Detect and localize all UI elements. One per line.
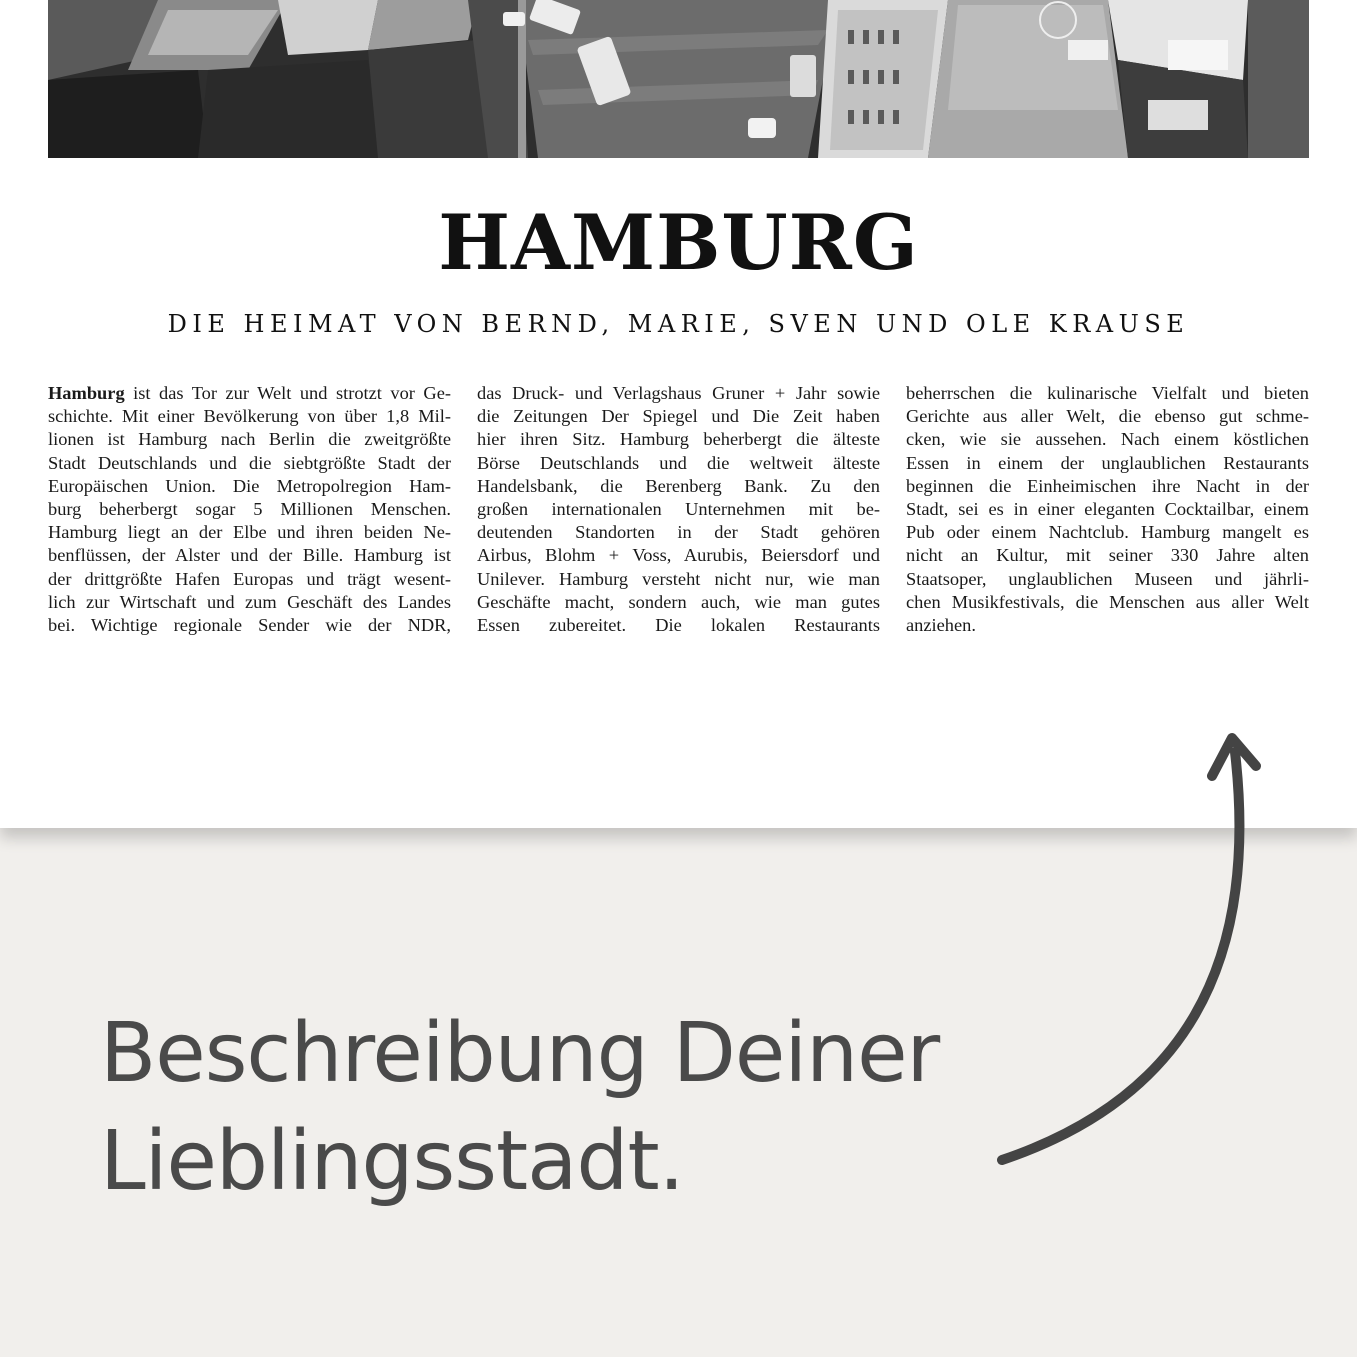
article-line: Stadt Deutschlands und die siebtgrößte Stadt der <box>48 452 451 473</box>
article-line: Hamburg liegt an der Elbe und ihren beiden Ne- <box>48 522 451 543</box>
page-title: HAMBURG <box>438 198 919 287</box>
article-line: das Druck- und Verlagshaus Gruner + Jahr sowie <box>477 383 880 403</box>
city-aerial-image <box>48 0 1309 158</box>
article-line: schichte. Mit einer Bevölkerung von über 1,8 Mil- <box>48 406 451 427</box>
article-line: Europäischen Union. Die Metropolregion Ham- <box>48 475 451 496</box>
article-line: burg beherbergt sogar 5 Millionen Menschen. <box>48 499 451 520</box>
article-line: Börse Deutschlands und die weltweit älteste <box>477 452 880 473</box>
article-column-1 <box>48 382 451 637</box>
article-line: cken, wie sie aussehen. Nach einem köstlichen <box>906 429 1309 450</box>
article-line: Essen zubereitet. Die lokalen Restaurants <box>477 615 880 636</box>
page-subtitle: DIE HEIMAT VON BERND, MARIE, SVEN UND OLE KRAUSE <box>167 310 1190 338</box>
article-line: Pub oder einem Nachtclub. Hamburg mangelt es <box>906 522 1309 543</box>
article-line: Handelsbank, die Berenberg Bank. Zu den <box>477 475 880 496</box>
article-line: großen internationalen Unternehmen mit be- <box>477 499 880 520</box>
article-line: lionen ist Hamburg nach Berlin die zweitgrößte <box>48 429 451 450</box>
article-line: Stadt, sei es in einer eleganten Cocktailbar, einem <box>906 499 1309 520</box>
article-column-3 <box>906 382 1309 637</box>
article-line: chen Musikfestivals, die Menschen aus aller Welt <box>906 591 1309 612</box>
article-line: Geschäfte macht, sondern auch, wie man gutes <box>477 591 880 612</box>
promo-line-1: Beschreibung Deiner <box>100 1006 940 1101</box>
article-line: Airbus, Blohm + Voss, Aurubis, Beiersdorf und <box>477 545 880 566</box>
promo-caption <box>100 1000 1100 1216</box>
article-line: Hamburg ist das Tor zur Welt und strotzt vor Ge- <box>48 383 451 403</box>
article-line: der drittgrößte Hafen Europas und trägt wesent- <box>48 568 451 589</box>
article-line: Essen in einem der unglaublichen Restaurants <box>906 452 1309 473</box>
article-line: bei. Wichtige regionale Sender wie der NDR, <box>48 615 451 636</box>
article-line: nicht an Kultur, mit seiner 330 Jahre alten <box>906 545 1309 566</box>
article-line: Gerichte aus aller Welt, die ebenso gut schme- <box>906 406 1309 427</box>
article-line: hier ihren Sitz. Hamburg beherbergt die älteste <box>477 429 880 450</box>
article-line: beherrschen die kulinarische Vielfalt und bieten <box>906 383 1309 403</box>
article-line: lich zur Wirtschaft und zum Geschäft des Landes <box>48 591 451 612</box>
article-line: beginnen die Einheimischen ihre Nacht in der <box>906 475 1309 496</box>
city-photo <box>48 0 1309 158</box>
promo-line-2: Lieblingsstadt. <box>100 1114 684 1209</box>
article-line: deutenden Standorten in der Stadt gehören <box>477 522 880 543</box>
article-column-2 <box>477 382 880 637</box>
article-line: anziehen. <box>906 615 976 636</box>
article-line: die Zeitungen Der Spiegel und Die Zeit haben <box>477 406 880 427</box>
article-lead: Hamburg <box>48 383 125 403</box>
article-line: Staatsoper, unglaublichen Museen und jährli- <box>906 568 1309 589</box>
article-line: Unilever. Hamburg versteht nicht nur, wie man <box>477 568 880 589</box>
article-line: benflüssen, der Alster und der Bille. Hamburg ist <box>48 545 451 566</box>
